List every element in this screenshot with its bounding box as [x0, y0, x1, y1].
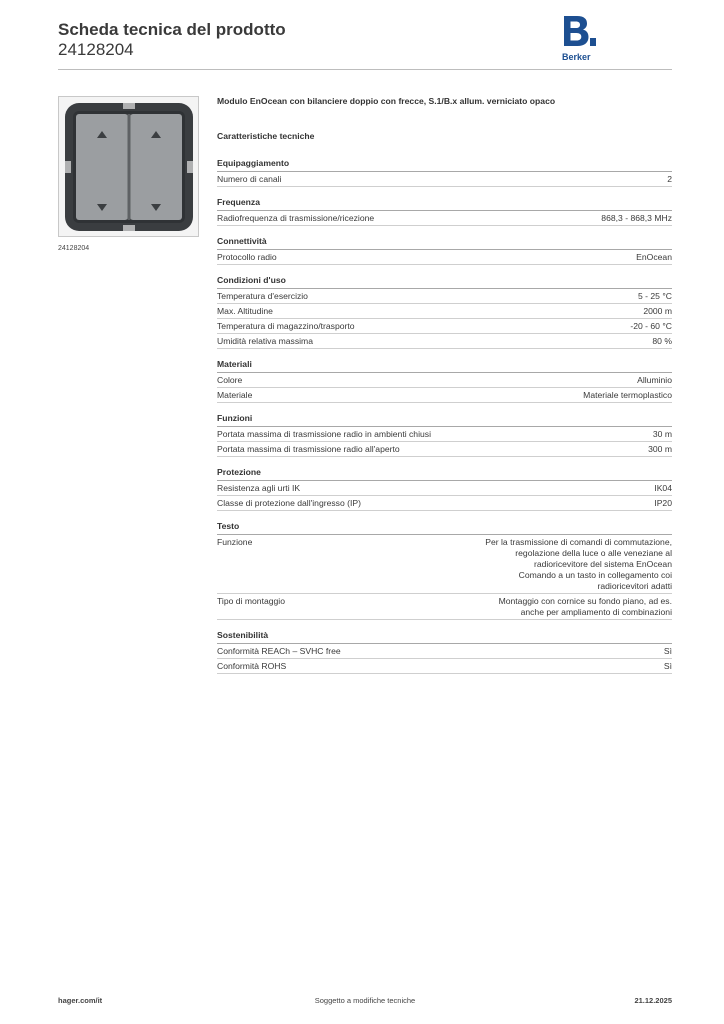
product-code: 24128204 — [58, 40, 134, 59]
spec-row — [217, 319, 672, 334]
spec-label: Portata massima di trasmissione radio in ambienti chiusi — [217, 429, 431, 439]
spec-value: Montaggio con cornice su fondo piano, ad es. anche per ampliamento di combinazioni — [498, 596, 672, 617]
spec-value: 80 % — [652, 336, 672, 346]
spec-value: 2 — [667, 174, 672, 184]
spec-value: Per la trasmissione di comandi di commutazione, regolazione della luce o alle veneziane al radioricevitore del sistema EnOcean Comando a un tasto in collegamento coi radioricevitori adatti — [485, 537, 672, 591]
spec-section — [217, 275, 672, 349]
spec-label: Conformità ROHS — [217, 661, 287, 671]
spec-value: EnOcean — [636, 252, 672, 262]
spec-label: Tipo di montaggio — [217, 596, 285, 606]
spec-row — [217, 659, 672, 674]
footer-website: hager.com/it — [58, 996, 103, 1005]
spec-section — [217, 359, 672, 403]
spec-label: Umidità relativa massima — [217, 336, 313, 346]
spec-row — [217, 644, 672, 659]
document-title: Scheda tecnica del prodotto — [58, 20, 286, 39]
spec-row — [217, 373, 672, 388]
spec-value: Sì — [663, 661, 672, 671]
section-title: Sostenibilità — [217, 630, 672, 644]
image-caption: 24128204 — [58, 245, 90, 252]
spec-row — [217, 535, 672, 594]
page-footer — [58, 996, 672, 1010]
spec-section — [217, 467, 672, 511]
spec-content — [217, 96, 672, 674]
spec-value: 300 m — [648, 444, 672, 454]
spec-section — [217, 158, 672, 187]
spec-label: Numero di canali — [217, 174, 282, 184]
section-title: Funzioni — [217, 413, 672, 427]
spec-label: Conformità REACh – SVHC free — [217, 646, 341, 656]
section-heading: Caratteristiche tecniche — [217, 131, 315, 141]
spec-value: 30 m — [652, 429, 672, 439]
spec-row — [217, 427, 672, 442]
spec-value: 5 - 25 °C — [637, 291, 672, 301]
section-title: Protezione — [217, 467, 672, 481]
section-title: Equipaggiamento — [217, 158, 672, 172]
product-image — [58, 96, 199, 237]
spec-row — [217, 289, 672, 304]
page-header — [58, 20, 672, 70]
spec-row — [217, 172, 672, 187]
spec-row — [217, 250, 672, 265]
product-name: Modulo EnOcean con bilanciere doppio con frecce, S.1/B.x allum. verniciato opaco — [217, 96, 556, 106]
spec-label: Radiofrequenza di trasmissione/ricezione — [217, 213, 375, 223]
spec-section — [217, 413, 672, 457]
section-title: Frequenza — [217, 197, 672, 211]
spec-label: Classe di protezione dall'ingresso (IP) — [217, 498, 361, 508]
spec-row — [217, 496, 672, 511]
spec-value: Alluminio — [637, 375, 672, 385]
spec-label: Materiale — [217, 390, 253, 400]
spec-value: -20 - 60 °C — [630, 321, 672, 331]
spec-sections — [217, 158, 672, 674]
brand-name: Berker — [562, 52, 591, 62]
switch-image — [63, 101, 195, 233]
spec-row — [217, 481, 672, 496]
spec-row — [217, 594, 672, 620]
spec-label: Portata massima di trasmissione radio all'aperto — [217, 444, 400, 454]
spec-value: IP20 — [654, 498, 672, 508]
section-title: Connettività — [217, 236, 672, 250]
spec-value: 2000 m — [643, 306, 672, 316]
spec-value: IK04 — [654, 483, 672, 493]
footer-note: Soggetto a modifiche tecniche — [314, 996, 416, 1005]
spec-label: Temperatura di magazzino/trasporto — [217, 321, 355, 331]
spec-label: Resistenza agli urti IK — [217, 483, 301, 493]
spec-label: Max. Altitudine — [217, 306, 273, 316]
spec-label: Funzione — [217, 537, 253, 547]
spec-row — [217, 334, 672, 349]
berker-logo — [562, 16, 602, 62]
spec-row — [217, 388, 672, 403]
spec-label: Protocollo radio — [217, 252, 277, 262]
footer-date: 21.12.2025 — [634, 996, 672, 1005]
spec-section — [217, 521, 672, 620]
section-title: Materiali — [217, 359, 672, 373]
section-title: Testo — [217, 521, 672, 535]
spec-value: Sì — [663, 646, 672, 656]
section-title: Condizioni d'uso — [217, 275, 672, 289]
spec-section — [217, 236, 672, 265]
spec-value: 868,3 - 868,3 MHz — [601, 213, 672, 223]
spec-row — [217, 211, 672, 226]
spec-value: Materiale termoplastico — [583, 390, 672, 400]
spec-row — [217, 304, 672, 319]
spec-section — [217, 197, 672, 226]
berker-logo-mark — [562, 16, 596, 46]
spec-section — [217, 630, 672, 674]
spec-label: Colore — [217, 375, 243, 385]
spec-label: Temperatura d'esercizio — [217, 291, 308, 301]
spec-row — [217, 442, 672, 457]
